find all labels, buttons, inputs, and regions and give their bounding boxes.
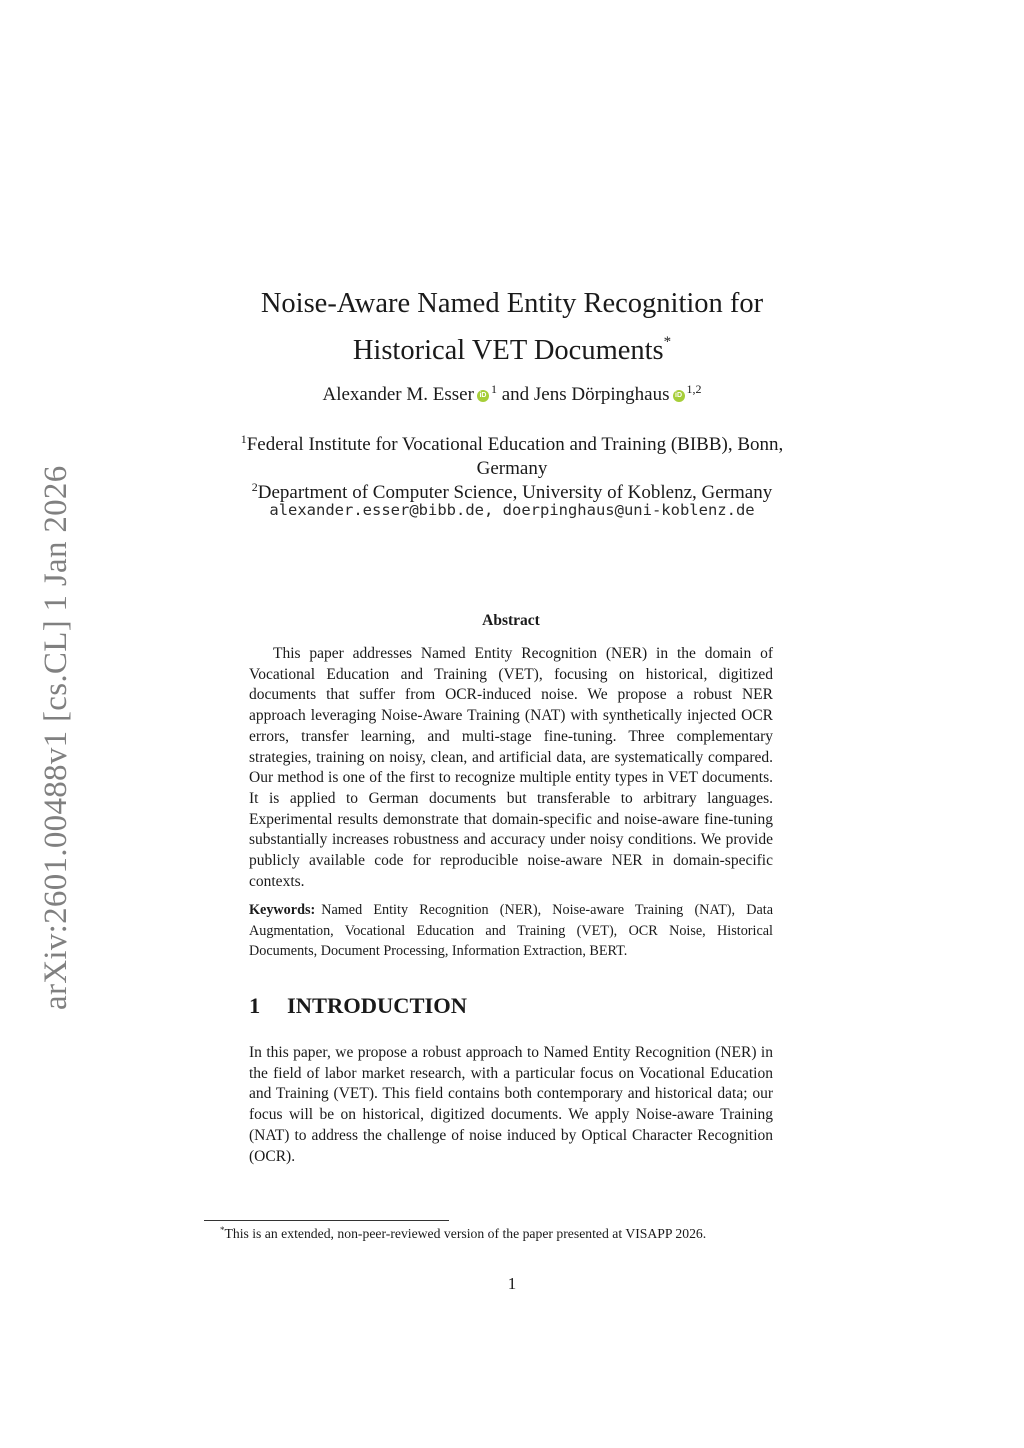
introduction-text: In this paper, we propose a robust approach to Named Entity Recognition (NER) in the field of labor market research, with a particular focus on Vocational Education and Training (VET). This field contains both contemporary and historical data; our focus will be on historical, digitized documents. We apply Noise-aware Training (NAT) to address the challenge of noise induced by Optical Character Recognition (OCR). xyxy=(249,1044,773,1165)
affiliation-2-text: Department of Computer Science, University of Koblenz, Germany xyxy=(257,482,773,503)
affiliation-2-mark: 2 xyxy=(251,480,258,494)
footnote-mark: * xyxy=(220,1225,225,1235)
keywords-text: Named Entity Recognition (NER), Noise-aware Training (NAT), Data Augmentation, Vocational Education and Training (VET), OCR Noise, Historical Documents, Document Processing, Information Extraction, BERT. xyxy=(249,902,773,960)
page-number: 1 xyxy=(507,1274,517,1293)
title-line-1: Noise-Aware Named Entity Recognition for xyxy=(260,288,764,319)
author-1-affiliation: 1 xyxy=(490,382,497,396)
section-number: 1 xyxy=(249,993,261,1018)
abstract-text: This paper addresses Named Entity Recognition (NER) in the domain of Vocational Education and Training (VET), focusing on historical, digitized documents that suffer from OCR-induced noise. We propose a robust NER approach leveraging Noise-Aware Training (NAT) with synthetically injected OCR errors, transfer learning, and multi-stage fine-tuning. Three complementary strategies, training on noisy, clean, and artificial data, are systematically compared. Our method is one of the first to recognize multiple entity types in VET documents. It is applied to German documents but transferable to arbitrary languages. Experimental results demonstrate that domain-specific and noise-aware fine-tuning substantially increases robustness and accuracy under noisy conditions. We provide publicly available code for reproducible noise-aware NER in domain-specific contexts. xyxy=(249,645,773,890)
footnote xyxy=(220,1225,780,1242)
title-footnote-mark: * xyxy=(663,334,672,350)
title-line-2 xyxy=(190,323,834,370)
orcid-icon[interactable]: iD xyxy=(477,390,489,402)
affiliation-1-line-1 xyxy=(190,427,834,457)
keywords-label: Keywords: xyxy=(249,902,316,918)
abstract-heading: Abstract xyxy=(482,612,540,629)
affiliation-1-line-2: Germany xyxy=(476,458,548,479)
affiliation-1 xyxy=(190,427,834,481)
author-2-affiliation: 1,2 xyxy=(686,382,702,396)
paper-title xyxy=(190,284,834,370)
author-1-name: Alexander M. Esser xyxy=(322,384,474,405)
author-2-name: and Jens Dörpinghaus xyxy=(496,384,670,405)
footnote-rule xyxy=(204,1220,449,1221)
arxiv-identifier: arXiv:2601.00488v1 [cs.CL] 1 Jan 2026 xyxy=(38,465,74,1010)
orcid-icon[interactable]: iD xyxy=(673,390,685,402)
affiliation-1-mark: 1 xyxy=(240,432,247,446)
keywords xyxy=(249,900,773,962)
section-heading xyxy=(249,993,467,1019)
section-title: INTRODUCTION xyxy=(287,993,468,1018)
author-list xyxy=(190,382,834,406)
affiliation-1-text: Federal Institute for Vocational Education and Training (BIBB), Bonn, xyxy=(246,434,784,455)
title-line-2-text: Historical VET Documents xyxy=(352,335,664,366)
author-emails[interactable]: alexander.esser@bibb.de, doerpinghaus@uni-koblenz.de xyxy=(269,501,755,519)
footnote-text: This is an extended, non-peer-reviewed version of the paper presented at VISAPP 2026. xyxy=(224,1226,707,1241)
